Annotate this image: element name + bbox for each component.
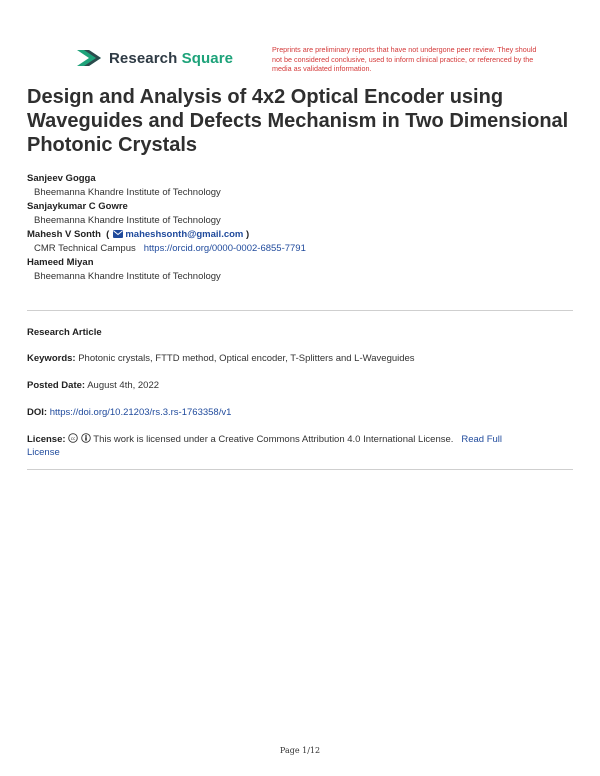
logo-word-square: Square [181,49,234,67]
keywords-row [27,352,575,365]
paren-close: ) [243,229,250,240]
author-affiliation: Bheemanna Khandre Institute of Technology [34,187,221,198]
doi-row [27,406,575,419]
page-number: Page 1/12 [279,746,321,755]
svg-text:cc: cc [70,435,76,441]
read-full-license-link[interactable]: Read Full [461,434,503,445]
author-name: Hameed Miyan [27,257,94,268]
research-square-logo[interactable] [75,47,233,69]
keywords-label: Keywords: [27,353,76,364]
paper-title: Design and Analysis of 4x2 Optical Encoder using Waveguides and Defects Mechanism in Two Dimensional Photonic Crystals [27,86,569,156]
posted-date-value: August 4th, 2022 [87,380,160,391]
article-type-label: Research Article [27,327,102,338]
author-affiliation: CMR Technical Campus [34,243,136,254]
author-list [27,172,575,284]
doi-label: DOI: [27,407,48,418]
posted-date-label: Posted Date: [27,380,86,391]
author-name: Sanjaykumar C Gowre [27,201,128,212]
preprint-disclaimer: Preprints are preliminary reports that have not undergone peer review. They should not be considered conclusive, used to inform clinical practice, or referenced by the media as validated information. [272,45,537,73]
posted-date-row [27,379,575,392]
article-type [27,326,575,339]
creative-commons-icon [68,433,78,443]
logo-wordmark [109,50,233,67]
envelope-icon [113,230,123,238]
divider [27,469,573,470]
author-affiliation-row [27,241,575,256]
corresponding-author [27,228,575,241]
attribution-icon [81,433,91,443]
license-text: This work is licensed under a Creative Commons Attribution 4.0 International License. [93,434,454,445]
orcid-link[interactable]: https://orcid.org/0000-0002-6855-7791 [143,243,306,254]
author-affiliation: Bheemanna Khandre Institute of Technology [34,271,221,282]
research-square-mark-icon [75,47,103,69]
author-email-link[interactable]: maheshsonth@gmail.com [125,229,244,240]
author-affiliation: Bheemanna Khandre Institute of Technology [34,215,221,226]
keywords-value: Photonic crystals, FTTD method, Optical encoder, T-Splitters and L-Waveguides [78,353,415,364]
paren-open: ( [103,229,110,240]
author-name: Sanjeev Gogga [27,173,96,184]
license-row [27,433,575,459]
author-name: Mahesh V Sonth [27,229,101,240]
license-label: License: [27,434,66,445]
doi-link[interactable]: https://doi.org/10.21203/rs.3.rs-1763358/v1 [49,407,232,418]
logo-word-research: Research [109,49,178,67]
read-full-license-link-cont[interactable]: License [27,447,60,458]
divider [27,310,573,311]
